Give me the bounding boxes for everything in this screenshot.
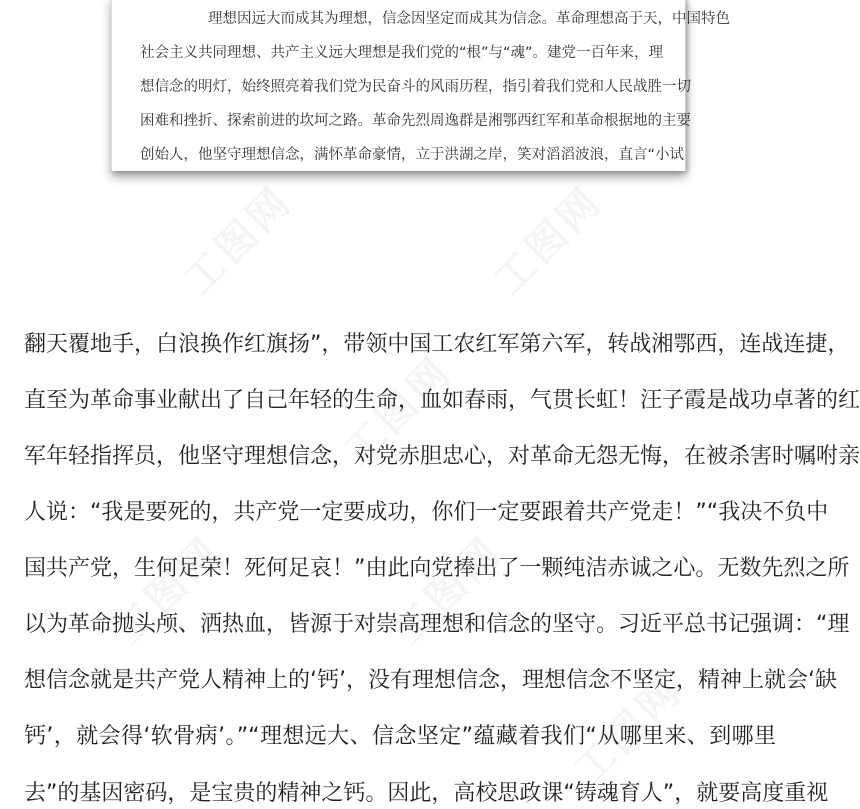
body-paragraph-line: 想信念就是共产党人精神上的‘钙’，没有理想信念，理想信念不坚定，精神上就会‘缺: [24, 668, 837, 693]
body-paragraph-line: 以为革命抛头颅、洒热血，皆源于对崇高理想和信念的坚守。习近平总书记强调：“理: [24, 612, 850, 637]
body-paragraph-line: 钙’，就会得‘软骨病’。”“理想远大、信念坚定”蕴藏着我们“从哪里来、到哪里: [24, 724, 776, 749]
card-paragraph-line: 困难和挫折、探索前进的坎坷之路。革命先烈周逸群是湘鄂西红军和革命根据地的主要: [140, 113, 691, 129]
card-paragraph-line: 创始人，他坚守理想信念，满怀革命豪情，立于洪湖之岸，笑对滔滔波浪，直言“小试: [140, 147, 685, 163]
document-excerpt-card: [111, 0, 730, 171]
body-paragraph-line: 人说：“我是要死的，共产党一定要成功，你们一定要跟着共产党走！”“我决不负中: [24, 500, 829, 525]
body-paragraph-line: 直至为革命事业献出了自己年轻的生命，血如春雨，气贯长虹！汪子霞是战功卓著的红: [24, 388, 860, 413]
card-paragraph-line: 想信念的明灯，始终照亮着我们党为民奋斗的风雨历程，指引着我们党和人民战胜一切: [140, 79, 691, 95]
card-paragraph-line: 理想因远大而成其为理想，信念因坚定而成其为信念。革命理想高于天，中国特色: [208, 11, 730, 27]
card-paragraph-line: 社会主义共同理想、共产主义远大理想是我们党的“根”与“魂”。建党一百年来，理: [140, 45, 664, 61]
watermark: [169, 172, 303, 306]
body-paragraph-line: 军年轻指挥员，他坚守理想信念，对党赤胆忠心，对革命无怨无悔，在被杀害时嘱咐亲: [24, 444, 860, 469]
watermark: [479, 172, 613, 306]
body-paragraph-line: 去”的基因密码，是宝贵的精神之钙。因此，高校思政课“铸魂育人”，就要高度重视: [24, 781, 829, 806]
body-paragraph-line: 翻天覆地手，白浪换作红旗扬”，带领中国工农红军第六军，转战湘鄂西，连战连捷，: [24, 332, 850, 357]
body-paragraph-line: 国共产党，生何足荣！死何足哀！”由此向党捧出了一颗纯洁赤诚之心。无数先烈之所: [24, 556, 850, 581]
